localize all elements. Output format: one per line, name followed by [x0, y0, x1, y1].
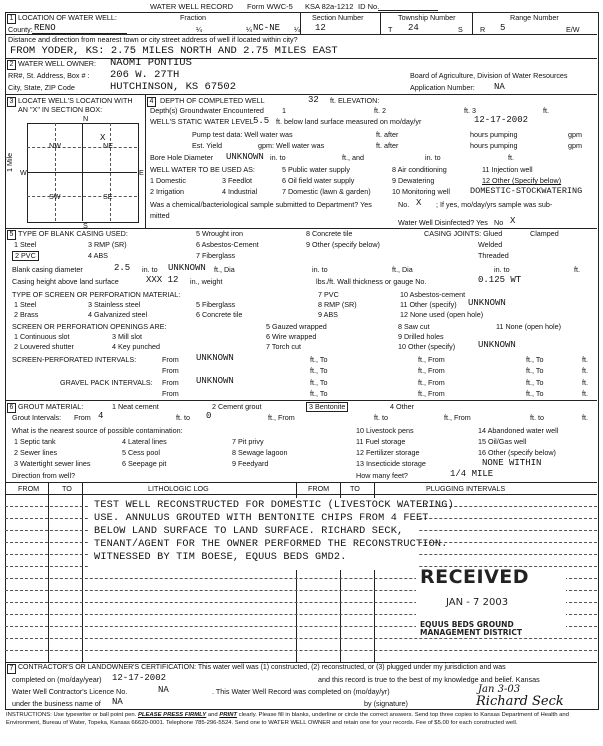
fraction-quarter-1: ¼: [196, 25, 202, 34]
use-other-value[interactable]: DOMESTIC-STOCKWATERING: [470, 186, 583, 196]
board-label: Board of Agriculture, Division of Water Resources: [410, 71, 568, 80]
disinfected-label: Water Well Disinfected? Yes: [398, 218, 488, 227]
threaded-label[interactable]: Threaded: [478, 251, 509, 260]
contam-2[interactable]: 2 Sewer lines: [14, 448, 58, 457]
height-value[interactable]: XXX 12: [146, 275, 179, 285]
screen-heading: TYPE OF SCREEN OR PERFORATION MATERIAL:: [12, 290, 181, 299]
diameter-in: in. to: [142, 265, 158, 274]
wall-value[interactable]: 0.125 WT: [478, 275, 522, 285]
owner-value[interactable]: NAOMI PONTIUS: [110, 57, 192, 69]
gravel-ft-to-2: ft., To: [310, 389, 328, 398]
contam-16-value[interactable]: NONE WITHIN: [482, 458, 542, 468]
use-12[interactable]: 12 Other (Specify below): [482, 176, 562, 185]
section-5-number: 5: [7, 230, 16, 240]
gravel-from-2: From: [162, 389, 179, 398]
signature-label: by (signature): [364, 699, 408, 708]
application-value[interactable]: NA: [494, 82, 505, 92]
township-t: T: [388, 25, 393, 34]
screen-11[interactable]: 11 Other (specify): [400, 300, 457, 309]
diameter-ft2: ft., Dia: [392, 265, 413, 274]
footer-press-firmly: PLEASE PRESS FIRMLY: [137, 712, 207, 718]
south-label: S: [83, 221, 88, 230]
range-label: Range Number: [510, 13, 559, 22]
section-4-number: 4: [147, 97, 156, 107]
diameter-to-value[interactable]: UNKNOWN: [168, 263, 206, 273]
bore-value[interactable]: UNKNOWN: [226, 152, 264, 162]
welded-label[interactable]: Welded: [478, 240, 503, 249]
gravel-from: From: [162, 378, 179, 387]
screen-3[interactable]: 3 Stainless steel: [88, 300, 141, 309]
casing-7[interactable]: 7 Fiberglass: [196, 251, 236, 260]
grout-4[interactable]: 4 Other: [390, 402, 414, 411]
opening-5[interactable]: 5 Gauzed wrapped: [266, 322, 327, 331]
sw-label: SW: [49, 192, 61, 201]
grout-1[interactable]: 1 Neat cement: [112, 402, 159, 411]
pump-hours: hours pumping: [470, 130, 518, 139]
business-label: under the business name of: [12, 699, 101, 708]
casing-3[interactable]: 3 RMP (SR): [88, 240, 127, 249]
grout-heading: GROUT MATERIAL:: [18, 402, 84, 411]
gw-1: 1: [282, 106, 286, 115]
west-label: W: [20, 168, 27, 177]
city-value[interactable]: HUTCHINSON, KS 67502: [110, 81, 237, 93]
height-in: in., weight: [190, 277, 223, 286]
id-number-label: ID No.: [358, 2, 380, 11]
fraction-value[interactable]: NC-NE: [253, 23, 281, 33]
grout-from-value[interactable]: 4: [98, 411, 104, 421]
ne-label: NE: [103, 141, 113, 150]
diameter-label: Blank casing diameter: [12, 265, 83, 274]
plug-to-header: TO: [350, 484, 360, 493]
plug-from-header: FROM: [308, 484, 330, 493]
log-line-5: WITNESSED BY TIM BOESE, EQUUS BEDS GMD2.: [94, 552, 347, 563]
license-rest: . This Water Well Record was completed on (mo/day/yr): [212, 687, 390, 696]
spi-label: SCREEN-PERFORATED INTERVALS:: [12, 355, 137, 364]
bore-ft2: ft.: [508, 153, 514, 162]
opening-3[interactable]: 3 Mill slot: [112, 332, 142, 341]
opening-7[interactable]: 7 Torch cut: [266, 342, 302, 351]
opening-8[interactable]: 8 Saw cut: [398, 322, 430, 331]
fraction-quarter-3: ¼: [294, 25, 300, 34]
source-label: What is the nearest source of possible contamination:: [12, 426, 183, 435]
application-label: Application Number:: [410, 83, 475, 92]
screen-5[interactable]: 5 Fiberglass: [196, 300, 236, 309]
use-4[interactable]: 4 Industrial: [222, 187, 258, 196]
distance-label: Distance and direction from nearest town or city street address of well if located within city?: [8, 35, 298, 44]
screen-11-value[interactable]: UNKNOWN: [468, 298, 506, 308]
business-value[interactable]: NA: [112, 697, 123, 707]
city-label: City, State, ZIP Code: [8, 83, 75, 92]
location-x-mark[interactable]: X: [100, 133, 106, 143]
gw-ft3: ft. 3: [464, 106, 476, 115]
bore-in2: in. to: [425, 153, 441, 162]
log-line-2: USE. ANNULUS GROUTED WITH BENTONITE CHIPS FROM 4 FEET: [94, 513, 429, 524]
casing-6[interactable]: 6 Asbestos-Cement: [196, 240, 259, 249]
openings-heading: SCREEN OR PERFORATION OPENINGS ARE:: [12, 322, 167, 331]
use-10[interactable]: 10 Monitoring well: [392, 187, 450, 196]
log-from-header: FROM: [18, 484, 40, 493]
opening-4[interactable]: 4 Key punched: [112, 342, 160, 351]
opening-1[interactable]: 1 Continuous slot: [14, 332, 70, 341]
section-2-number: 2: [7, 60, 16, 70]
screen-12[interactable]: 12 None used (open hole): [400, 310, 484, 319]
county-value[interactable]: RENO: [34, 23, 56, 33]
yield-gpm2: gpm: [568, 141, 582, 150]
contam-14[interactable]: 14 Abandoned water well: [478, 426, 559, 435]
use-11[interactable]: 11 Injection well: [482, 165, 533, 174]
diameter-ft3: ft.: [574, 265, 580, 274]
spi-from: From: [162, 355, 179, 364]
gw-ft: ft.: [543, 106, 549, 115]
contam-4[interactable]: 4 Lateral lines: [122, 437, 167, 446]
screen-7[interactable]: 7 PVC: [318, 290, 339, 299]
contam-11[interactable]: 11 Fuel storage: [356, 437, 406, 446]
depth-label: DEPTH OF COMPLETED WELL: [160, 96, 265, 105]
mile-label: 1 Mile: [5, 152, 14, 172]
diameter-in2: in. to: [312, 265, 328, 274]
yield-after: ft. after: [376, 141, 399, 150]
spi-ft-to-2: ft., To: [310, 366, 328, 375]
contam-16[interactable]: 16 Other (specify below): [478, 448, 556, 457]
log-line-1: TEST WELL RECONSTRUCTED FOR DOMESTIC (LIVESTOCK WATERING): [94, 500, 454, 511]
township-label: Township Number: [398, 13, 456, 22]
contam-13[interactable]: 13 Insecticide storage: [356, 459, 426, 468]
casing-2[interactable]: 2 PVC: [12, 251, 39, 261]
gravel-ft-to2: ft., To: [526, 378, 544, 387]
signature: Richard Seck: [476, 694, 564, 709]
range-value[interactable]: 5: [500, 23, 506, 33]
received-stamp: RECEIVED: [420, 566, 530, 588]
feet-value[interactable]: 1/4 MILE: [450, 469, 494, 479]
s1-heading: LOCATION OF WATER WELL:: [18, 13, 117, 22]
contam-8[interactable]: 8 Sewage lagoon: [232, 448, 288, 457]
spi-ft-to2-2: ft., To: [526, 366, 544, 375]
completed-label: completed on (mo/day/year): [12, 675, 102, 684]
casing-heading: TYPE OF BLANK CASING USED:: [18, 229, 128, 238]
north-label: N: [83, 114, 89, 123]
grout-ft-to3: ft. to: [530, 413, 544, 422]
grout-intervals-label: Grout Intervals:: [12, 413, 62, 422]
static-label: WELL'S STATIC WATER LEVEL: [150, 117, 254, 126]
stamp-date: JAN - 7 2003: [446, 597, 509, 608]
use-2[interactable]: 2 Irrigation: [150, 187, 184, 196]
contam-6[interactable]: 6 Seepage pit: [122, 459, 167, 468]
opening-11[interactable]: 11 None (open hole): [496, 322, 561, 331]
use-5[interactable]: 5 Public water supply: [282, 165, 350, 174]
use-3[interactable]: 3 Feedlot: [222, 176, 252, 185]
contam-7[interactable]: 7 Pit privy: [232, 437, 264, 446]
owner-label: WATER WELL OWNER:: [18, 59, 96, 68]
gravel-ft-to2-2: ft., To: [526, 389, 544, 398]
license-value[interactable]: NA: [158, 685, 169, 695]
chem-label: Was a chemical/bacteriological sample submitted to Department? Yes: [150, 200, 372, 209]
chem-x[interactable]: X: [416, 198, 422, 208]
spi-from-value[interactable]: UNKNOWN: [196, 353, 234, 363]
direction-label: Direction from well?: [12, 471, 76, 480]
gravel-ft-from-2: ft., From: [418, 389, 445, 398]
opening-10[interactable]: 10 Other (specify): [398, 342, 456, 351]
gravel-ft: ft.: [582, 378, 588, 387]
contam-15[interactable]: 15 Oil/Gas well: [478, 437, 527, 446]
screen-4[interactable]: 4 Galvanized steel: [88, 310, 148, 319]
section-6-number: 6: [7, 403, 16, 413]
gravel-label: GRAVEL PACK INTERVALS:: [60, 378, 153, 387]
use-6[interactable]: 6 Oil field water supply: [282, 176, 355, 185]
contam-10[interactable]: 10 Livestock pens: [356, 426, 414, 435]
stamp-line-2: MANAGEMENT DISTRICT: [420, 628, 522, 637]
gravel-ft-to: ft., To: [310, 378, 328, 387]
record-date-value[interactable]: Jan 3-03: [478, 684, 521, 695]
casing-9[interactable]: 9 Other (specify below): [306, 240, 380, 249]
county-label: County:: [8, 25, 33, 34]
section-number-label: Section Number: [312, 13, 364, 22]
yield-hours: hours pumping: [470, 141, 518, 150]
static-value[interactable]: 5.5: [253, 116, 270, 126]
screen-10[interactable]: 10 Asbestos-cement: [400, 290, 466, 299]
address-label: RR#, St. Address, Box # :: [8, 71, 90, 80]
chem-rest: ; If yes, mo/day/yrs sample was sub-: [436, 200, 553, 209]
s3-heading: LOCATE WELL'S LOCATION WITH: [18, 96, 133, 105]
gravel-from-value[interactable]: UNKNOWN: [196, 376, 234, 386]
spi-ft-2: ft.: [582, 366, 588, 375]
fraction-quarter-2: ¼: [246, 25, 252, 34]
depth-value[interactable]: 32: [308, 95, 319, 105]
grout-ft: ft.: [582, 413, 588, 422]
address-value[interactable]: 206 W. 27TH: [110, 69, 180, 81]
grout-ft-to2: ft. to: [374, 413, 388, 422]
range-direction: E/W: [566, 25, 580, 34]
use-9[interactable]: 9 Dewatering: [392, 176, 435, 185]
section-1-number: 1: [7, 14, 16, 24]
grout-ft-from: ft., From: [268, 413, 295, 422]
screen-8[interactable]: 8 RMP (SR): [318, 300, 357, 309]
grout-to-value[interactable]: 0: [206, 411, 212, 421]
opening-10-value[interactable]: UNKNOWN: [478, 340, 516, 350]
certification-text: CONTRACTOR'S OR LANDOWNER'S CERTIFICATION: This water well was (1) constructed, (2) reconstructed, or (3) plugged under my jurisdiction and was: [18, 664, 506, 671]
height-label: Casing height above land surface: [12, 277, 119, 286]
section-number-value[interactable]: 12: [315, 23, 326, 33]
screen-2[interactable]: 2 Brass: [14, 310, 39, 319]
diameter-ft: ft., Dia: [214, 265, 235, 274]
township-s: S: [458, 25, 463, 34]
opening-9[interactable]: 9 Drilled holes: [398, 332, 444, 341]
east-label: E: [139, 168, 144, 177]
section-7-number: 7: [7, 664, 16, 674]
log-to-header: TO: [62, 484, 72, 493]
feet-label: How many feet?: [356, 471, 408, 480]
casing-4[interactable]: 4 ABS: [88, 251, 108, 260]
contam-3[interactable]: 3 Watertight sewer lines: [14, 459, 91, 468]
spi-ft-to: ft., To: [310, 355, 328, 364]
chem-no: No.: [398, 200, 410, 209]
s3-heading-2: AN "X" IN SECTION BOX:: [18, 105, 103, 114]
static-date[interactable]: 12-17-2002: [474, 115, 529, 125]
plugging-header: PLUGGING INTERVALS: [426, 484, 506, 493]
spi-ft-from-2: ft., From: [418, 366, 445, 375]
contam-12[interactable]: 12 Fertilizer storage: [356, 448, 420, 457]
se-label: SE: [103, 192, 113, 201]
casing-8[interactable]: 8 Concrete tile: [306, 229, 353, 238]
section-3-number: 3: [7, 97, 16, 107]
disinfected-x[interactable]: X: [510, 216, 516, 226]
bore-ft: ft., and: [342, 153, 364, 162]
use-1[interactable]: 1 Domestic: [150, 176, 186, 185]
submitted-label: mitted: [150, 211, 170, 220]
grout-from: From: [74, 413, 91, 422]
contam-5[interactable]: 5 Cess pool: [122, 448, 160, 457]
use-8[interactable]: 8 Air conditioning: [392, 165, 447, 174]
static-rest: ft. below land surface measured on mo/day/yr: [276, 117, 422, 126]
grout-2[interactable]: 2 Cement grout: [212, 402, 262, 411]
bore-label: Bore Hole Diameter: [150, 153, 214, 162]
license-label: Water Well Contractor's Licence No.: [12, 687, 128, 696]
footer-instructions-2: Environment, Bureau of Water, Topeka, Kansas 66620-0001. Telephone 785-296-5524. Send one to WATER WELL OWNER and retain one for your records. Fee of $5.00 for each constructed well.: [6, 720, 518, 726]
diameter-value[interactable]: 2.5: [114, 263, 131, 273]
form-number: Form WWC-5: [247, 2, 293, 11]
screen-9[interactable]: 9 ABS: [318, 310, 338, 319]
bore-in: in. to: [270, 153, 286, 162]
wall-label: lbs./ft. Wall thickness or gauge No.: [316, 277, 427, 286]
contam-1[interactable]: 1 Septic tank: [14, 437, 56, 446]
opening-6[interactable]: 6 Wire wrapped: [266, 332, 317, 341]
casing-5[interactable]: 5 Wrought iron: [196, 229, 244, 238]
yield-gpm: gpm: Well water was: [258, 141, 325, 150]
gw-ft2: ft. 2: [374, 106, 386, 115]
use-7[interactable]: 7 Domestic (lawn & garden): [282, 187, 371, 196]
completed-rest: and this record is true to the best of my knowledge and belief. Kansas: [318, 675, 540, 684]
pump-label: Pump test data: Well water was: [192, 130, 293, 139]
yield-label: Est. Yield: [192, 141, 222, 150]
fraction-label: Fraction: [180, 13, 206, 22]
casing-1[interactable]: 1 Steel: [14, 240, 37, 249]
casing-joints-label: CASING JOINTS: Glued: [424, 229, 503, 238]
spi-from-2: From: [162, 366, 179, 375]
spi-ft-to2: ft., To: [526, 355, 544, 364]
footer-print: PRINT: [219, 712, 238, 718]
grout-3[interactable]: 3 Bentonite: [306, 402, 348, 412]
lithologic-header: LITHOLOGIC LOG: [148, 484, 209, 493]
spi-ft: ft.: [582, 355, 588, 364]
opening-2[interactable]: 2 Louvered shutter: [14, 342, 74, 351]
distance-value[interactable]: FROM YODER, KS: 2.75 MILES NORTH AND 2.75 MILES EAST: [10, 45, 338, 57]
footer-instructions-1: INSTRUCTIONS: Use typewriter or ball point pen. PLEASE PRESS FIRMLY and PRINT clearly. Please fill in blanks, underline or circle the correct answers. Send top three copies to Kansas Department of Health and: [6, 712, 569, 718]
screen-1[interactable]: 1 Steel: [14, 300, 37, 309]
range-r: R: [480, 25, 486, 34]
grout-ft-to: ft. to: [176, 413, 190, 422]
stamp-line-1: EQUUS BEDS GROUND: [420, 620, 514, 629]
groundwater-label: Depth(s) Groundwater Encountered: [150, 106, 264, 115]
form-title: WATER WELL RECORD: [150, 2, 234, 11]
spi-ft-from: ft., From: [418, 355, 445, 364]
screen-6[interactable]: 6 Concrete tile: [196, 310, 243, 319]
grout-ft-from2: ft., From: [444, 413, 471, 422]
township-value[interactable]: 24: [408, 23, 419, 33]
contam-9[interactable]: 9 Feedyard: [232, 459, 269, 468]
ksa-reference: KSA 82a-1212: [305, 2, 354, 11]
use-label: WELL WATER TO BE USED AS:: [150, 165, 255, 174]
section-grid: [27, 123, 139, 223]
nw-label: NW: [49, 141, 61, 150]
diameter-in3: in. to: [494, 265, 510, 274]
elevation-label: ft. ELEVATION:: [330, 96, 380, 105]
pump-after: ft. after: [376, 130, 399, 139]
log-line-3: BELOW LAND SURFACE TO LAND SURFACE. RICHARD SECK,: [94, 526, 404, 537]
completed-value[interactable]: 12-17-2002: [112, 673, 167, 683]
gravel-ft-2: ft.: [582, 389, 588, 398]
disinfected-no: No: [494, 218, 504, 227]
gravel-ft-from: ft., From: [418, 378, 445, 387]
log-line-4: TENANT/AGENT FOR THE OWNER PERFORMED THE RECONSTRUCTION.: [94, 539, 448, 550]
clamped-label[interactable]: Clamped: [530, 229, 559, 238]
pump-gpm: gpm: [568, 130, 582, 139]
